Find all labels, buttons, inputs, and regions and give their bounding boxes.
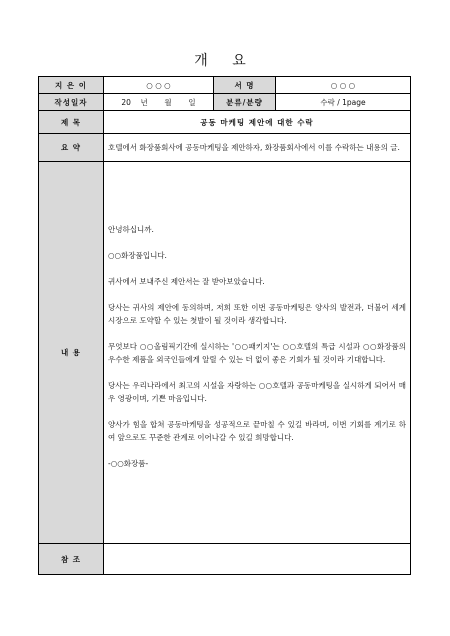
content-paragraph: 안녕하십니까. xyxy=(108,224,154,234)
signature-label: 서 명 xyxy=(214,77,276,94)
reference-label: 참 조 xyxy=(39,544,104,575)
date-day-unit: 일 xyxy=(188,97,196,107)
content-paragraph: 무엇보다 ○○올림픽기간에 실시하는 '○○패키지'는 ○○호텔의 특급 시설과 ○○화장품의 우수한 제품을 외국인들에게 알릴 수 있는 더 없이 좋은 기회가 될 것이라 기대합니다. xyxy=(108,341,406,364)
date-label: 작성일자 xyxy=(39,94,104,111)
content-signature: -○○화장품- xyxy=(108,458,149,468)
category-value[interactable]: 수락 / 1page xyxy=(276,94,411,111)
author-row xyxy=(39,77,411,94)
content-paragraph: 당사는 우리나라에서 최고의 시설을 자랑하는 ○○호텔과 공동마케팅을 실시하게 되어서 매우 영광이며, 기쁜 마음입니다. xyxy=(108,380,406,403)
content-row xyxy=(39,162,411,544)
subject-label: 제 목 xyxy=(39,111,104,134)
content-paragraph: 당사는 귀사의 제안에 동의하며, 저희 또한 이번 공동마케팅은 양사의 발전과, 더불어 세계 시장으로 도약할 수 있는 첫발이 될 것이라 생각합니다. xyxy=(108,302,406,325)
content-paragraph: ○○화장품입니다. xyxy=(108,250,167,260)
reference-row xyxy=(39,544,411,575)
subject-row xyxy=(39,111,411,134)
date-year-unit: 년 xyxy=(140,97,148,107)
page-title: 개 요 xyxy=(194,53,256,69)
summary-row xyxy=(39,134,411,162)
author-label: 지 은 이 xyxy=(39,77,104,94)
signature-value[interactable]: ○ ○ ○ xyxy=(276,77,411,94)
category-label: 분류/분량 xyxy=(214,94,276,111)
subject-value[interactable]: 공동 마케팅 제안에 대한 수락 xyxy=(104,111,411,134)
content-body[interactable] xyxy=(104,162,411,544)
date-month-unit: 월 xyxy=(164,97,172,107)
content-paragraph: 양사가 힘을 합쳐 공동마케팅을 성공적으로 끝마칠 수 있길 바라며, 이번 기회를 계기로 하여 앞으로도 꾸준한 관계로 이어나갈 수 있길 희망합니다. xyxy=(108,419,406,442)
reference-value[interactable] xyxy=(104,544,411,575)
summary-label: 요 약 xyxy=(39,134,104,162)
summary-form-table xyxy=(38,76,411,575)
content-label: 내 용 xyxy=(39,162,104,544)
date-row xyxy=(39,94,411,111)
summary-value[interactable]: 호텔에서 화장품회사에 공동마케팅을 제안하자, 화장품회사에서 이를 수락하는 내용의 글. xyxy=(104,134,411,162)
content-paragraph: 귀사에서 보내주신 제안서는 잘 받아보았습니다. xyxy=(108,276,265,286)
date-value[interactable] xyxy=(104,94,214,111)
date-year: 20 xyxy=(121,97,131,107)
author-value[interactable]: ○ ○ ○ xyxy=(104,77,214,94)
